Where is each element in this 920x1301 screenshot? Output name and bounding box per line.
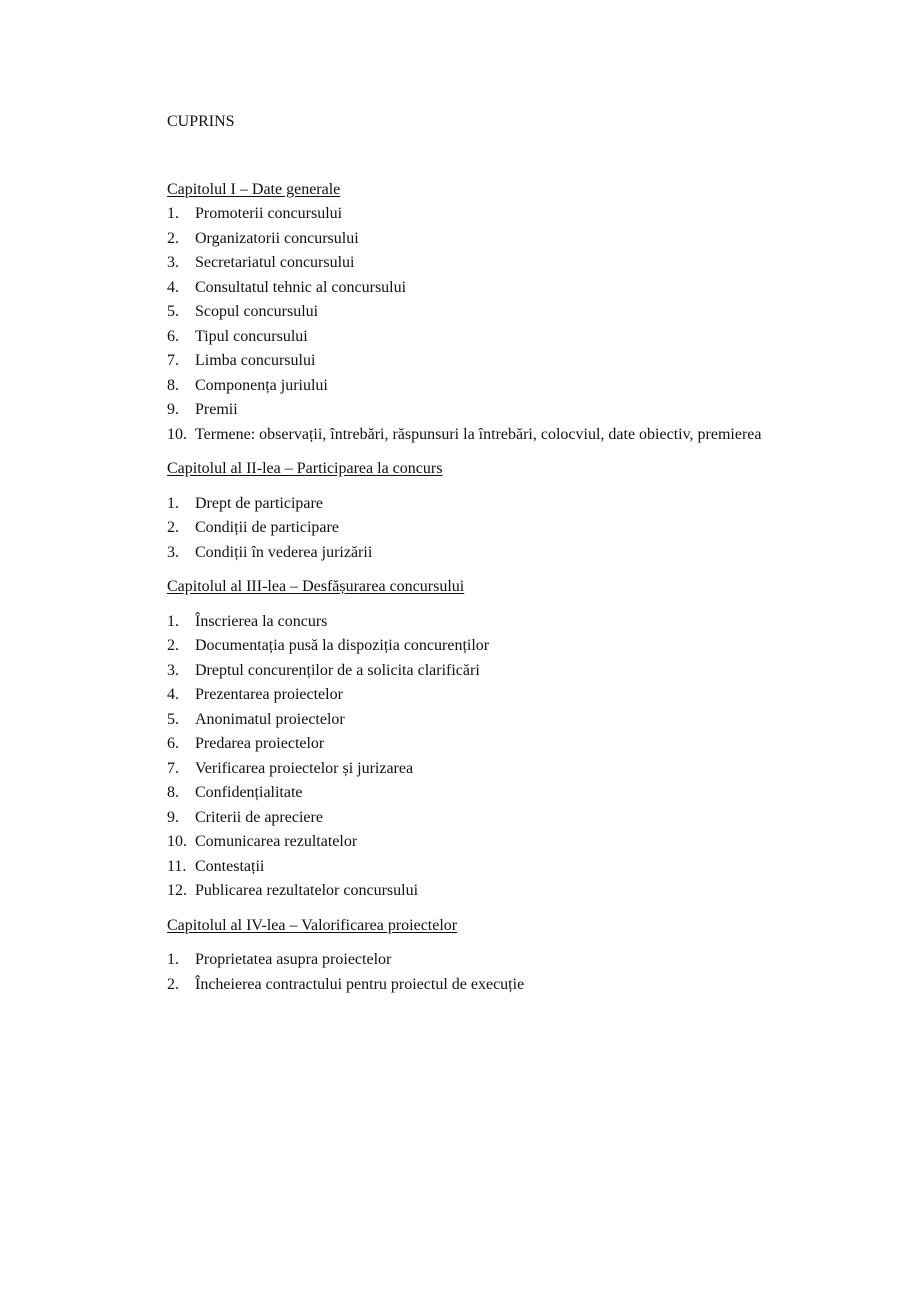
chapter-heading: Capitolul al IV-lea – Valorificarea proiectelor [167, 916, 458, 934]
chapter-items [167, 948, 833, 997]
list-item [167, 732, 833, 757]
document-page [167, 110, 833, 997]
list-item [167, 830, 833, 855]
item-number: 2. [167, 229, 179, 247]
chapter-section [167, 457, 833, 565]
item-number: 5. [167, 710, 179, 728]
item-text: Scopul concursului [195, 303, 319, 320]
list-item [167, 276, 833, 301]
item-text: Dreptul concurenților de a solicita clarificări [195, 661, 480, 679]
item-number: 1. [167, 205, 179, 222]
list-item [167, 973, 833, 998]
item-number: 4. [167, 686, 179, 703]
list-item [167, 610, 833, 635]
item-text: Condiții în vederea jurizării [195, 543, 373, 561]
item-text: Componența juriului [195, 376, 328, 394]
list-item [167, 708, 833, 733]
list-item [167, 202, 833, 227]
chapter-items [167, 492, 833, 566]
item-number: 8. [167, 376, 179, 394]
list-item [167, 879, 833, 904]
list-item [167, 398, 833, 423]
item-text: Organizatorii concursului [195, 229, 359, 247]
item-text: Verificarea proiectelor și jurizarea [195, 759, 414, 777]
chapter-section [167, 575, 833, 904]
list-item [167, 423, 833, 448]
chapter-heading: Capitolul I – Date generale [167, 180, 341, 198]
item-number: 5. [167, 303, 179, 320]
item-number: 9. [167, 401, 179, 418]
item-number: 2. [167, 519, 179, 536]
list-item [167, 683, 833, 708]
item-number: 7. [167, 759, 179, 777]
item-text: Contestații [195, 857, 265, 875]
item-text: Înscrierea la concurs [195, 612, 328, 630]
list-item [167, 541, 833, 566]
item-text: Proprietatea asupra proiectelor [195, 951, 392, 968]
item-text: Condiții de participare [195, 519, 339, 536]
item-text: Anonimatul proiectelor [195, 710, 345, 728]
item-number: 10. [167, 833, 187, 850]
item-number: 11. [167, 857, 187, 875]
item-number: 8. [167, 784, 179, 801]
list-item [167, 659, 833, 684]
item-text: Publicarea rezultatelor concursului [195, 882, 419, 899]
item-text: Termene: observații, întrebări, răspunsuri la întrebări, colocviul, date obiectiv, premierea [195, 425, 762, 443]
list-item [167, 227, 833, 252]
chapter-items [167, 610, 833, 904]
item-number: 2. [167, 637, 179, 654]
chapter-section [167, 178, 833, 448]
list-item [167, 374, 833, 399]
chapter-section [167, 914, 833, 998]
item-number: 1. [167, 494, 179, 512]
item-text: Secretariatul concursului [195, 254, 355, 271]
table-of-contents [167, 178, 833, 998]
item-text: Documentația pusă la dispoziția concurenților [195, 637, 490, 654]
item-text: Criterii de apreciere [195, 808, 323, 826]
item-text: Predarea proiectelor [195, 735, 325, 752]
list-item [167, 325, 833, 350]
item-number: 9. [167, 808, 179, 826]
item-number: 2. [167, 975, 179, 993]
item-number: 3. [167, 254, 179, 271]
item-text: Limba concursului [195, 352, 316, 369]
item-number: 3. [167, 543, 179, 561]
item-number: 1. [167, 951, 179, 968]
chapter-heading: Capitolul al III-lea – Desfășurarea concursului [167, 578, 465, 595]
item-number: 4. [167, 278, 179, 296]
item-text: Promoterii concursului [195, 205, 343, 222]
item-text: Încheierea contractului pentru proiectul de execuție [195, 975, 525, 993]
list-item [167, 251, 833, 276]
item-number: 12. [167, 882, 187, 899]
item-text: Consultatul tehnic al concursului [195, 278, 407, 296]
list-item [167, 516, 833, 541]
item-number: 7. [167, 352, 179, 369]
item-text: Drept de participare [195, 494, 323, 512]
item-number: 10. [167, 425, 187, 443]
item-number: 3. [167, 661, 179, 679]
item-text: Confidențialitate [195, 784, 303, 801]
item-text: Prezentarea proiectelor [195, 686, 343, 703]
list-item [167, 806, 833, 831]
item-text: Premii [195, 401, 238, 418]
item-text: Tipul concursului [195, 327, 308, 345]
page-title: CUPRINS [167, 113, 235, 130]
list-item [167, 948, 833, 973]
item-number: 6. [167, 327, 179, 345]
list-item [167, 349, 833, 374]
item-number: 6. [167, 735, 179, 752]
chapter-items [167, 202, 833, 447]
item-number: 1. [167, 612, 179, 630]
chapter-heading: Capitolul al II-lea – Participarea la concurs [167, 460, 443, 477]
list-item [167, 492, 833, 517]
list-item [167, 781, 833, 806]
list-item [167, 855, 833, 880]
list-item [167, 300, 833, 325]
item-text: Comunicarea rezultatelor [195, 833, 358, 850]
list-item [167, 757, 833, 782]
list-item [167, 634, 833, 659]
